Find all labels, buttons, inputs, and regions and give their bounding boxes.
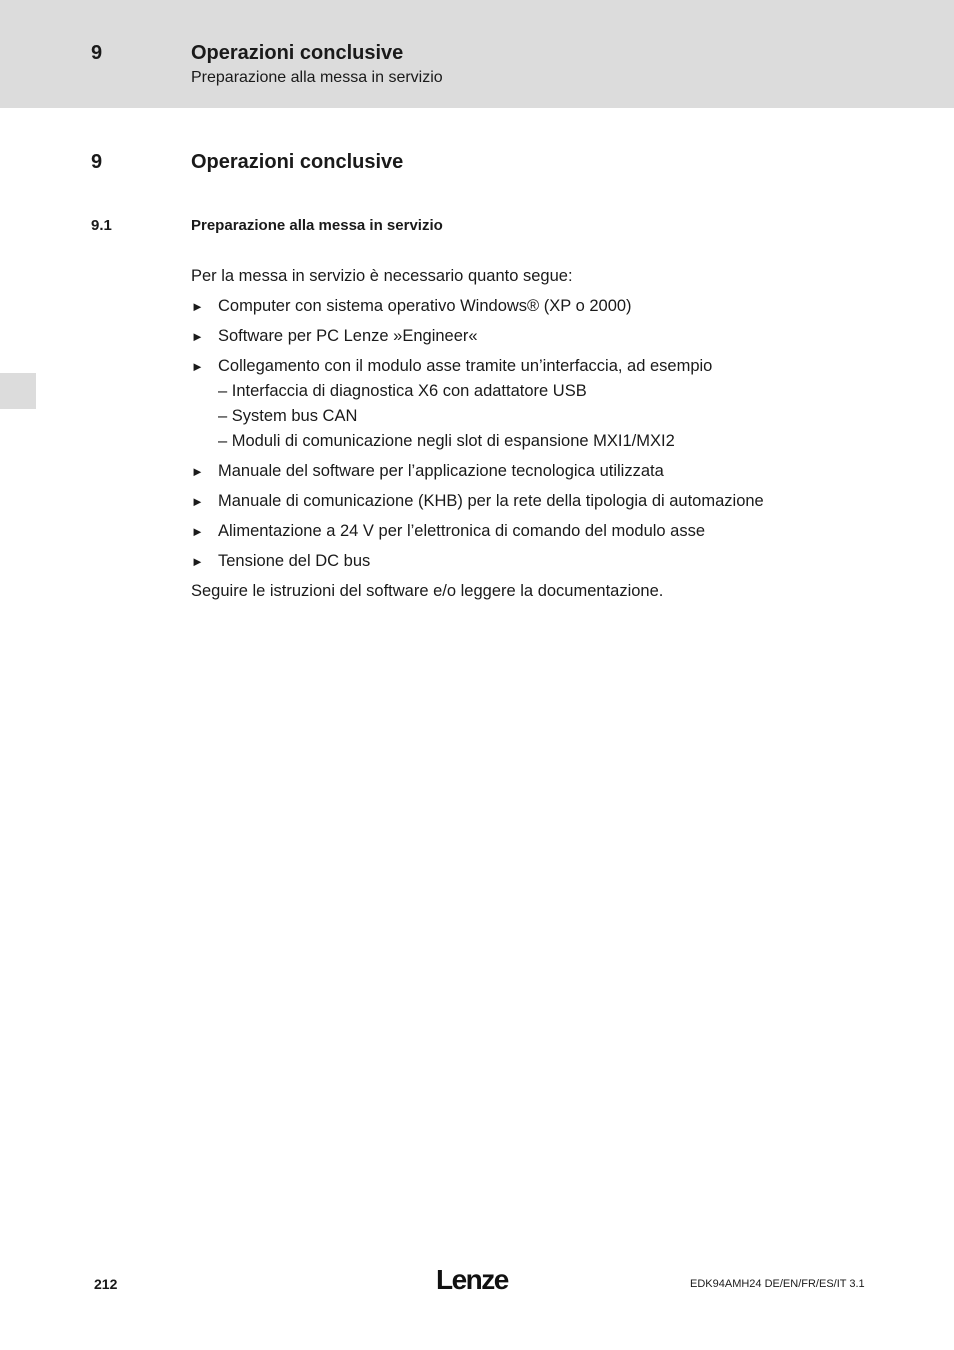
page-number: 212 <box>94 1276 118 1292</box>
list-item-text: Computer con sistema operativo Windows® (XP o 2000) <box>218 297 632 315</box>
closing-paragraph: Seguire le istruzioni del software e/o leggere la documentazione. <box>191 582 664 600</box>
bullet-arrow-icon: ► <box>191 464 204 479</box>
lenze-logo <box>436 1264 516 1299</box>
subsection-title: Preparazione alla messa in servizio <box>191 217 443 234</box>
running-header <box>0 0 954 108</box>
list-item-text: Manuale di comunicazione (KHB) per la rete della tipologia di automazione <box>218 492 764 510</box>
bullet-arrow-icon: ► <box>191 329 204 344</box>
header-chapter-number: 9 <box>91 42 103 64</box>
section-number: 9 <box>91 151 103 173</box>
list-item-text: Alimentazione a 24 V per l’elettronica di comando del modulo asse <box>218 522 706 540</box>
header-chapter-title: Operazioni conclusive <box>191 42 404 64</box>
sub-list-item: – System bus CAN <box>218 407 358 425</box>
sub-list-item: – Moduli di comunicazione negli slot di espansione MXI1/MXI2 <box>218 432 675 450</box>
svg-text:Lenze: Lenze <box>436 1264 508 1294</box>
bullet-arrow-icon: ► <box>191 524 204 539</box>
lenze-logo-icon <box>436 1264 516 1294</box>
bullet-arrow-icon: ► <box>191 359 204 374</box>
chapter-side-tab <box>0 373 36 409</box>
sub-list-item: – Interfaccia di diagnostica X6 con adattatore USB <box>218 382 587 400</box>
header-subtitle: Preparazione alla messa in servizio <box>191 69 443 86</box>
bullet-arrow-icon: ► <box>191 494 204 509</box>
list-item-text: Tensione del DC bus <box>218 552 371 570</box>
list-item-text: Manuale del software per l’applicazione tecnologica utilizzata <box>218 462 664 480</box>
document-code: EDK94AMH24 DE/EN/FR/ES/IT 3.1 <box>690 1278 865 1290</box>
intro-paragraph: Per la messa in servizio è necessario quanto segue: <box>191 267 573 285</box>
section-title: Operazioni conclusive <box>191 151 404 173</box>
bullet-arrow-icon: ► <box>191 299 204 314</box>
list-item-text: Software per PC Lenze »Engineer« <box>218 327 478 345</box>
list-item-text: Collegamento con il modulo asse tramite un’interfaccia, ad esempio <box>218 357 713 375</box>
subsection-number: 9.1 <box>91 217 112 234</box>
bullet-arrow-icon: ► <box>191 554 204 569</box>
